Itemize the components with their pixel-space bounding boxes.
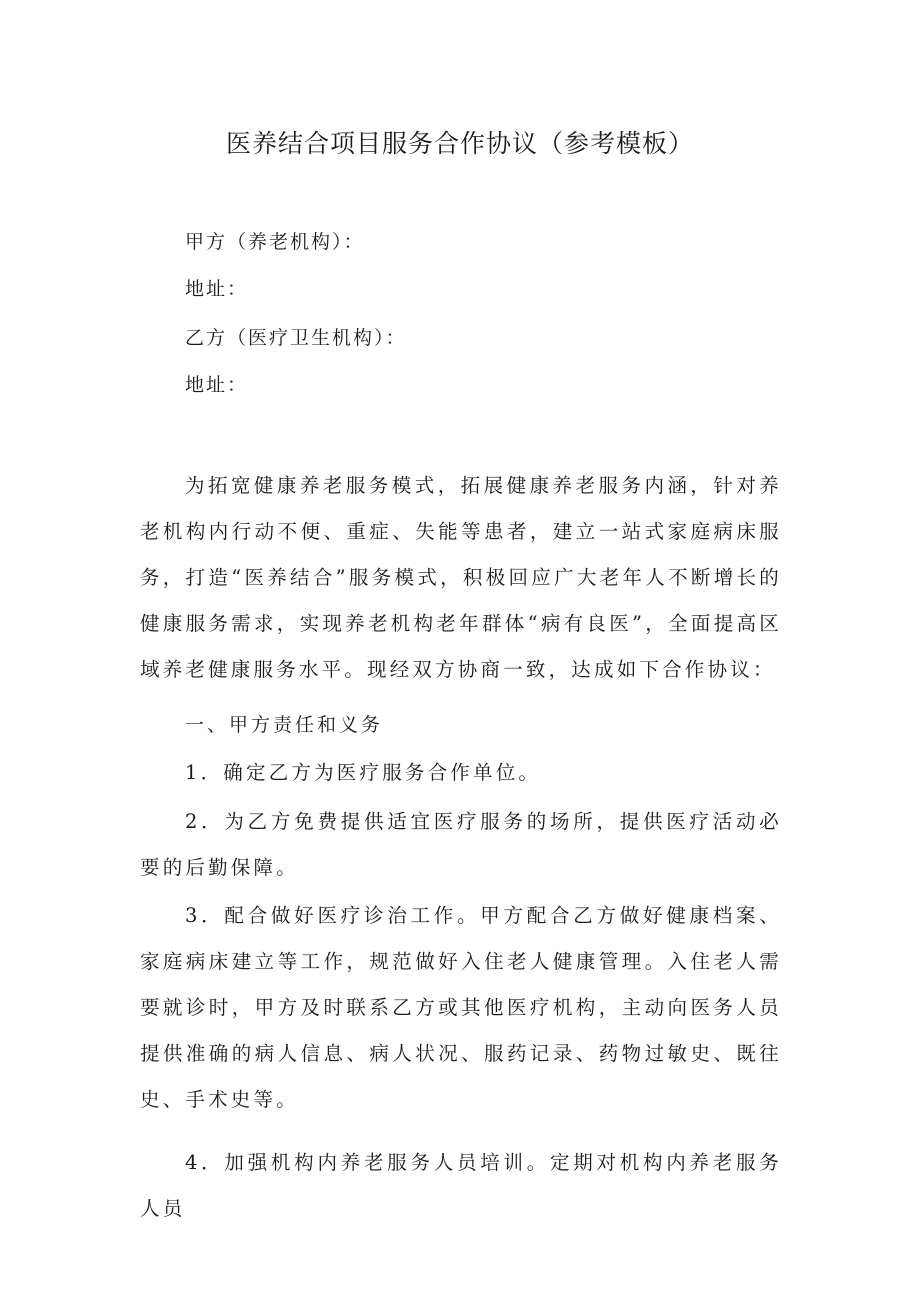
clause-2: 2．为乙方免费提供适宜医疗服务的场所，提供医疗活动必要的后勤保障。 bbox=[140, 810, 782, 879]
clause-4: 4．加强机构内养老服务人员培训。定期对机构内养老服务人员 bbox=[140, 1151, 782, 1220]
preamble-paragraph: 为拓宽健康养老服务模式，拓展健康养老服务内涵，针对养老机构内行动不便、重症、失能等患者，建立一站式家庭病床服务，打造“医养结合”服务模式，积极回应广大老年人不断增长的健康服务需求，实现养老机构老年群体“病有良医”，全面提高区域养老健康服务水平。现经双方协商一致，达成如下合作协议： bbox=[140, 474, 782, 681]
clause-1: 1．确定乙方为医疗服务合作单位。 bbox=[185, 761, 542, 784]
section-heading-party-a-duties: 一、甲方责任和义务 bbox=[185, 714, 384, 736]
party-a-label: 甲方（养老机构）： bbox=[185, 231, 365, 253]
party-b-label: 乙方（医疗卫生机构）： bbox=[185, 327, 407, 349]
clause-3: 3．配合做好医疗诊治工作。甲方配合乙方做好健康档案、家庭病床建立等工作，规范做好入住老人健康管理。入住老人需要就诊时，甲方及时联系乙方或其他医疗机构，主动向医务人员提供准确的病人信息、病人状况、服药记录、药物过敏史、既往史、手术史等。 bbox=[140, 904, 782, 1111]
document-title: 医养结合项目服务合作协议（参考模板） bbox=[225, 129, 694, 158]
party-a-address: 地址： bbox=[185, 278, 249, 300]
party-b-address: 地址： bbox=[185, 374, 249, 396]
